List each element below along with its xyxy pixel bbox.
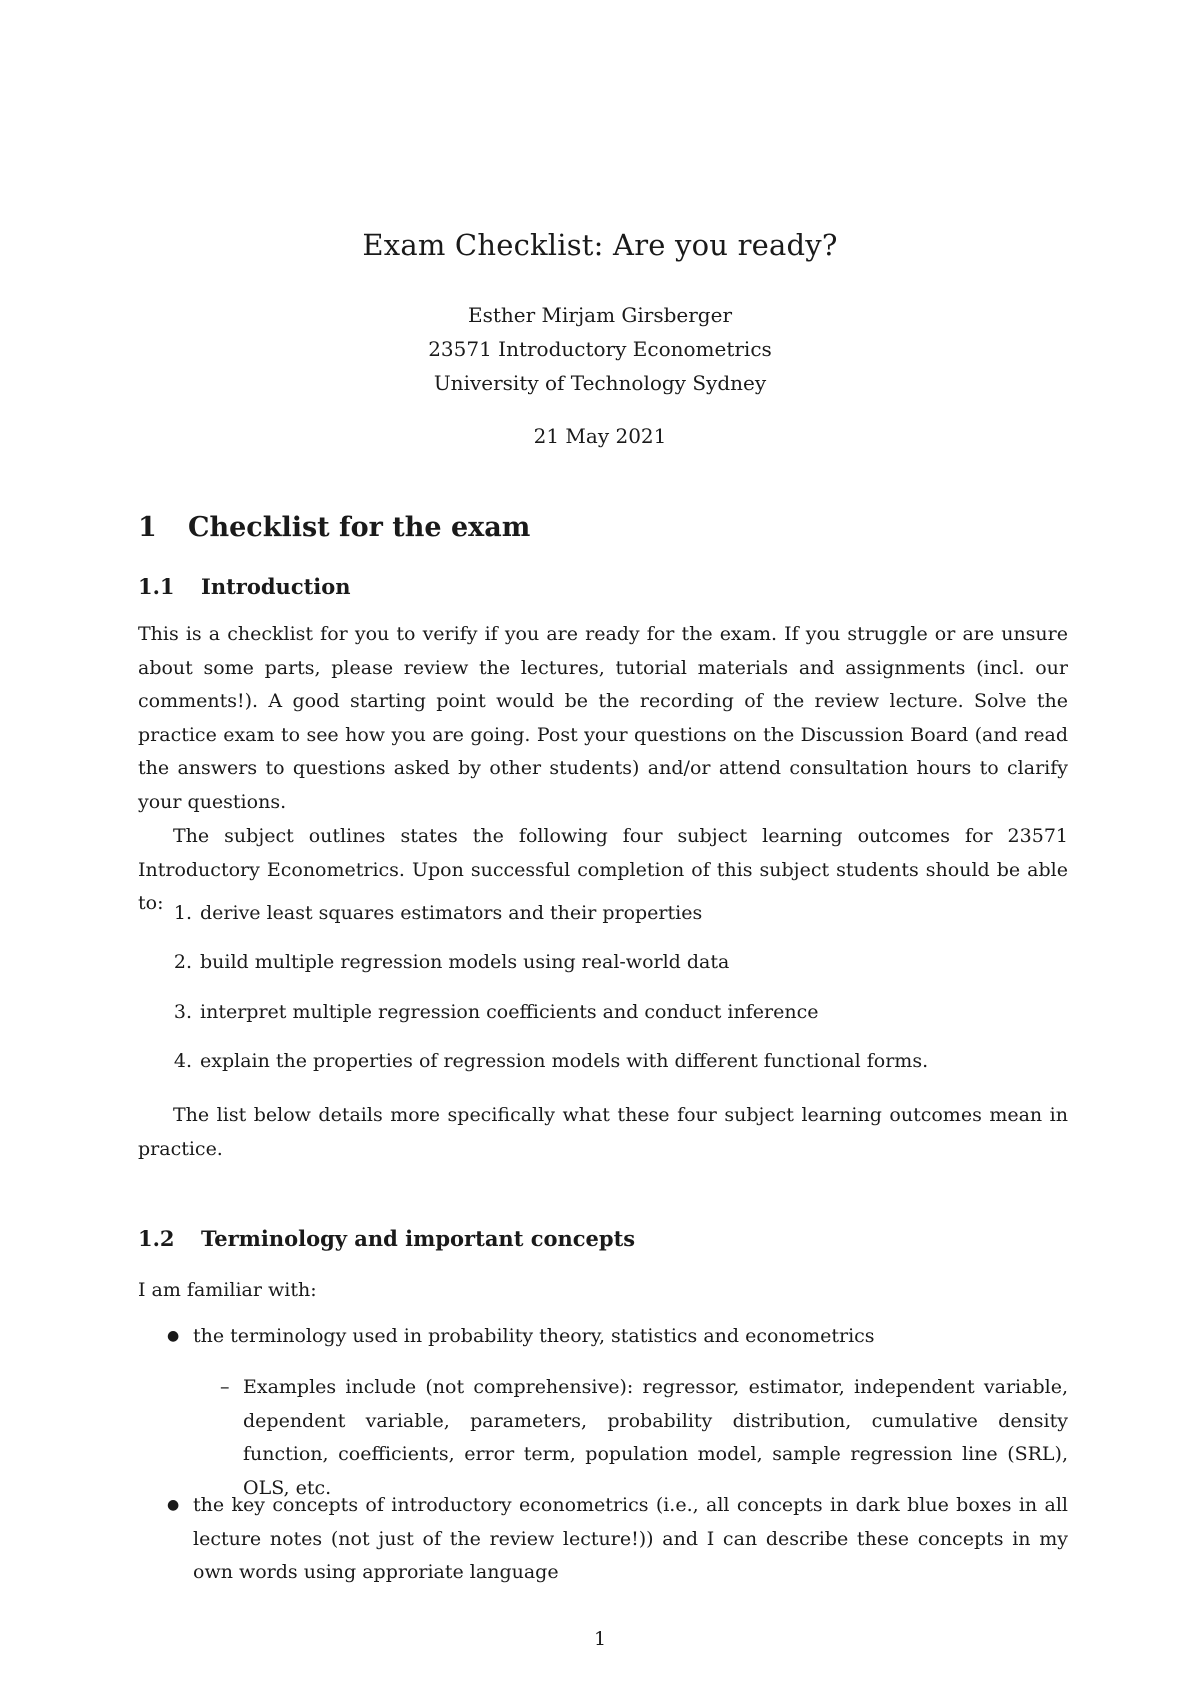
list-item [138, 902, 702, 924]
list-item [138, 1001, 818, 1023]
subsection-title: Introduction [201, 574, 351, 599]
list-item-text: the terminology used in probability theory, statistics and econometrics [193, 1325, 875, 1347]
familiar-lead: I am familiar with: [138, 1279, 317, 1301]
list-item-text: explain the properties of regression models with different functional forms. [200, 1050, 929, 1072]
list-item [167, 1320, 1068, 1354]
section-title: Checklist for the exam [188, 512, 531, 543]
list-item-text: interpret multiple regression coefficients and conduct inference [200, 1001, 819, 1023]
sub-list-item [220, 1371, 1068, 1505]
course-name: 23571 Introductory Econometrics [428, 337, 772, 361]
author-name: Esther Mirjam Girsberger [467, 303, 732, 327]
list-item-number: 3. [173, 1001, 192, 1023]
list-item-number: 4. [173, 1050, 192, 1072]
bullet-icon: ● [167, 1328, 180, 1344]
page-number: 1 [593, 1628, 607, 1650]
list-item-text: build multiple regression models using real-world data [200, 951, 730, 973]
dash-icon: – [220, 1376, 230, 1398]
subsection-title: Terminology and important concepts [201, 1226, 636, 1251]
outcomes-paragraph: The subject outlines states the following four subject learning outcomes for 23571 Introductory Econometrics. Upon successful completion of this subject students should be able to: [138, 825, 1068, 914]
institution-name: University of Technology Sydney [433, 371, 767, 395]
list-item-text: the key concepts of introductory econometrics (i.e., all concepts in dark blue boxes in all lecture notes (not just of the review lecture!)) and I can describe these concepts in my own words using approriate language [193, 1494, 1068, 1583]
subsection-number: 1.2 [138, 1226, 175, 1251]
subsection-heading-terminology [138, 1226, 635, 1251]
list-item [138, 951, 729, 973]
practice-paragraph: The list below details more specifically what these four subject learning outcomes mean in practice. [138, 1104, 1068, 1160]
list-item [138, 1050, 928, 1072]
list-item-number: 2. [173, 951, 192, 973]
bullet-icon: ● [167, 1497, 180, 1513]
sub-list-item-text: Examples include (not comprehensive): regressor, estimator, independent variable, dependent variable, parameters, probability distribution, cumulative density function, coefficients, error term, population model, sample regression line (SRL), OLS, etc. [243, 1376, 1068, 1499]
list-item-text: derive least squares estimators and their properties [200, 902, 703, 924]
intro-paragraph: This is a checklist for you to verify if you are ready for the exam. If you struggle or are unsure about some parts, please review the lectures, tutorial materials and assignments (incl. our comments!). A good starting point would be the recording of the review lecture. Solve the practice exam to see how you are going. Post your questions on the Discussion Board (and read the answers to questions asked by other students) and/or attend consultation hours to clarify your questions. [138, 623, 1068, 813]
section-heading [138, 512, 530, 543]
subsection-heading-introduction [138, 574, 351, 599]
list-item [167, 1489, 1068, 1590]
document-title: Exam Checklist: Are you ready? [362, 228, 838, 262]
document-date: 21 May 2021 [533, 424, 667, 448]
section-number: 1 [138, 512, 157, 543]
list-item-number: 1. [173, 902, 192, 924]
subsection-number: 1.1 [138, 574, 175, 599]
